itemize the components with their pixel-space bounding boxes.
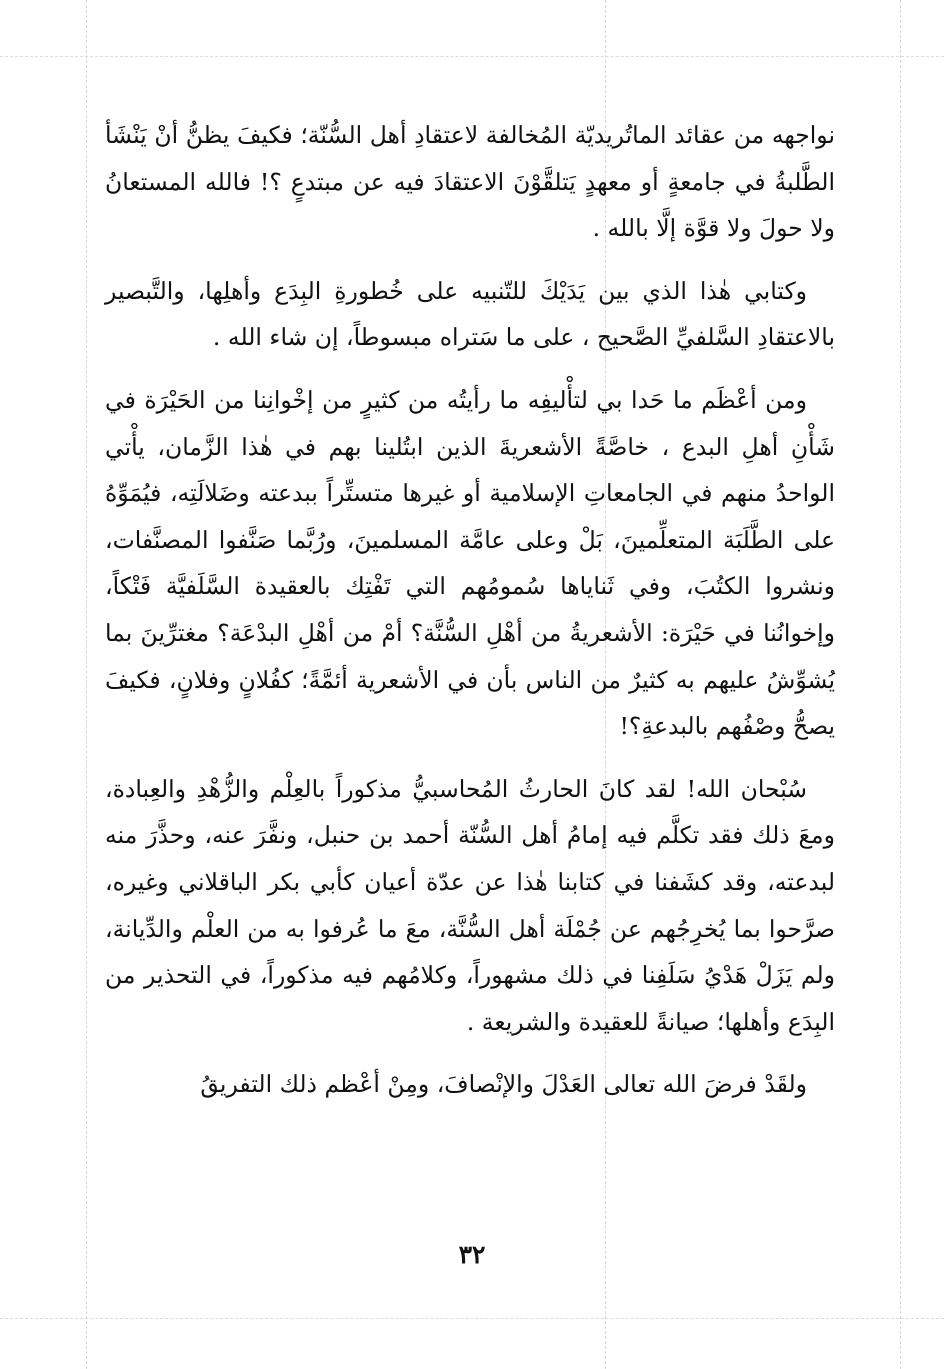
paragraph: ومن أعْظَم ما حَدا بي لتأْليفِه ما رأيتُه من كثيرٍ من إخْوانِنا من الحَيْرَة في شَأْنِ أهلِ البدع ، خاصَّةً الأشعريةَ الذين ابتُلينا بهم في هٰذا الزَّمان، يأْتي الواحدُ منهم في الجامعاتِ الإسلامية أو غيرها متستِّراً ببدعته وضَلالَتِه، فيُمَوِّهُ على الطَّلَبَة المتعلِّمينَ، بَلْ وعلى عامَّة المسلمينَ، ورُبَّما صَنَّفوا المصنَّفات، ونشروا الكتُبَ، وفي ثَناياها سُمومُهم التي تَفْتِك بالعقيدة السَّلَفيَّة فَتْكاً، وإخوانُنا في حَيْرَة: الأشعريةُ من أهْلِ السُّنَّة؟ أمْ من أهْلِ البدْعَة؟ مغترِّينَ بما يُشوِّشُ عليهم به كثيرٌ من الناس بأن في الأشعرية أئمَّةً؛ كفُلانٍ وفلانٍ، فكيفَ يصحُّ وصْفُهم بالبدعةِ؟! [105,385,835,741]
scan-guide-line [86,0,87,1369]
page-number: ٣٢ [458,1240,486,1269]
paragraph: وكتابي هٰذا الذي بين يَدَيْكَ للتّنبيه على خُطورةِ البِدَع وأهلِها، والتَّبصير بالاعتقادِ السَّلفيِّ الصَّحيح ، على ما سَتراه مبسوطاً، إن شاء الله . [105,276,835,352]
scan-guide-line [900,0,901,1369]
paragraph: سُبْحان الله! لقد كانَ الحارثُ المُحاسبيُّ مذكوراً بالعِلْم والزُّهْدِ والعِبادة، ومعَ ذلك فقد تكلَّم فيه إمامُ أهل السُّنّة أحمد بن حنبل، ونفَّرَ عنه، وحذَّرَ منه لبدعته، وقد كشَفنا في كتابنا هٰذا عن عدّة أعيان كأبي بكر الباقلاني وغيره، صرَّحوا بما يُخرِجُهم عن جُمْلَة أهل السُّنَّة، معَ ما عُرفوا به من العلْم والدِّيانة، ولم يَزَلْ هَدْيُ سَلَفِنا في ذلك مشهوراً، وكلامُهم فيه مذكوراً، في التحذير من البِدَع وأهلها؛ صيانةً للعقيدة والشريعة . [105,774,835,1036]
paragraph: ولقَدْ فرضَ الله تعالى العَدْلَ والإنْصافَ، ومِنْ أعْظم ذلك التفريقُ [200,1070,807,1099]
scan-guide-line [0,56,944,57]
paragraph: نواجهه من عقائد الماتُريديّة المُخالفة لاعتقادِ أهل السُّنّة؛ فكيفَ يظنُّ أنْ يَنْشَأ الطَّلبةُ في جامعةٍ أو معهدٍ يَتلقَّوْنَ الاعتقادَ فيه عن مبتدعٍ ؟! فالله المستعانُ ولا حولَ ولا قوَّة إلَّا بالله . [105,121,835,243]
body-text [105,112,835,1108]
scan-guide-line [0,1318,944,1319]
